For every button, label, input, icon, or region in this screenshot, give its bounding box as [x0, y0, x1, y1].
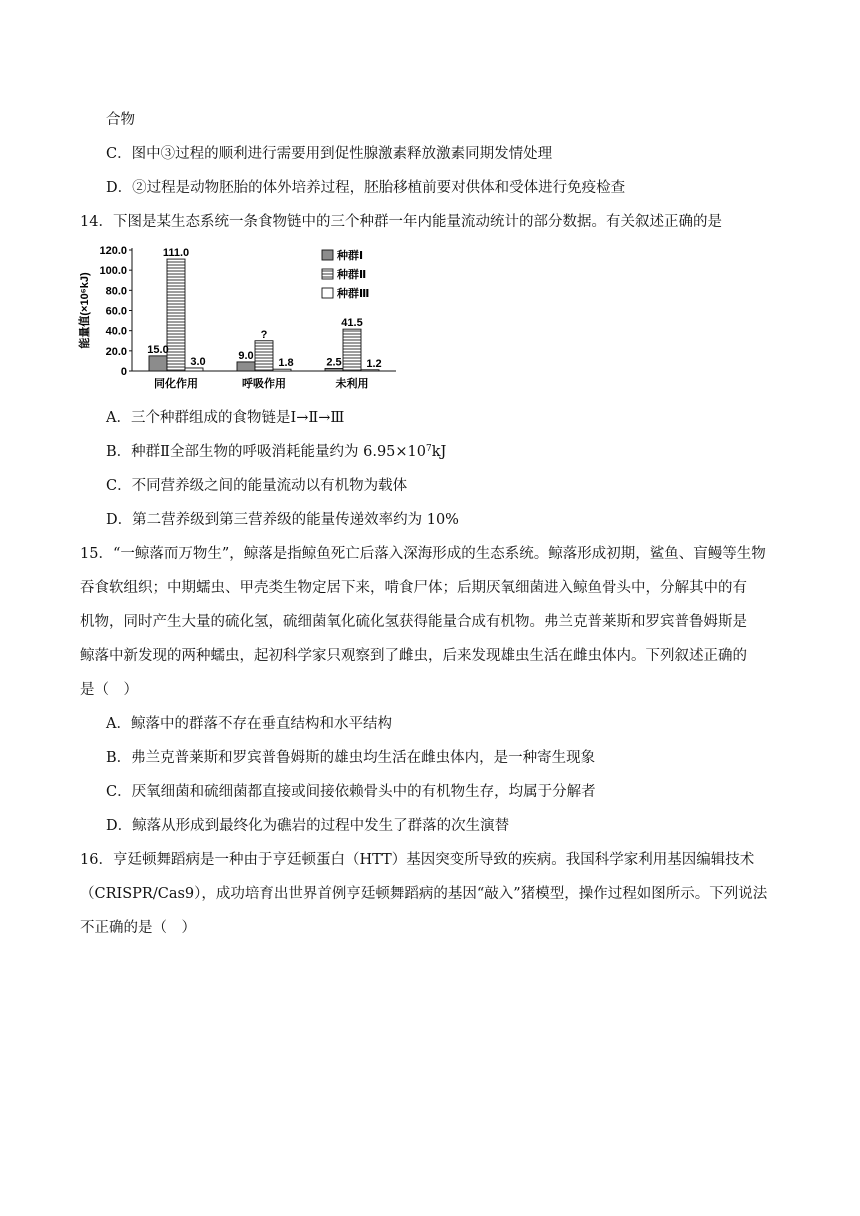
question-stem-line: 鲸落中新发现的两种蠕虫，起初科学家只观察到了雌虫，后来发现雄虫生活在雌虫体内。下列叙述正确的 [80, 648, 747, 664]
data-label: 15.0 [147, 343, 169, 356]
category-label: 同化作用 [154, 378, 198, 390]
text-line: 合物 [106, 112, 135, 128]
y-tick-label: 20.0 [105, 345, 127, 358]
bar [325, 368, 343, 371]
question-stem-line: 机物，同时产生大量的硫化氢，硫细菌氧化硫化氢获得能量合成有机物。弗兰克普莱斯和罗宾普鲁姆斯是 [80, 614, 747, 630]
data-label: 1.2 [366, 357, 382, 370]
y-tick-label: 80.0 [105, 285, 127, 298]
y-tick-label: 60.0 [105, 305, 127, 318]
data-label: 111.0 [162, 247, 190, 260]
option-b: B．弗兰克普莱斯和罗宾普鲁姆斯的雄虫均生活在雌虫体内，是一种寄生现象 [106, 750, 596, 766]
energy-bar-chart [78, 240, 408, 405]
y-tick-label: 100.0 [99, 265, 127, 278]
option-c: C．厌氧细菌和硫细菌都直接或间接依赖骨头中的有机物生存，均属于分解者 [106, 784, 596, 800]
question-stem: 14．下图是某生态系统一条食物链中的三个种群一年内能量流动统计的部分数据。有关叙述正确的是 [80, 214, 722, 230]
bar [237, 362, 255, 371]
option-d: D．②过程是动物胚胎的体外培养过程，胚胎移植前要对供体和受体进行免疫检查 [106, 180, 626, 196]
legend-label: 种群Ⅲ [337, 288, 370, 300]
option-a: A．鲸落中的群落不存在垂直结构和水平结构 [106, 716, 392, 732]
option-b-text: B．种群Ⅱ全部生物的呼吸消耗能量约为 6.95×10 [106, 444, 427, 460]
option-c: C．图中③过程的顺利进行需要用到促性腺激素释放激素同期发情处理 [106, 146, 553, 162]
question-stem-line: 吞食软组织；中期蠕虫、甲壳类生物定居下来，啃食尸体；后期厌氧细菌进入鲸鱼骨头中，分解其中的有 [80, 580, 747, 596]
data-label: 41.5 [341, 317, 363, 330]
legend-label: 种群Ⅰ [337, 250, 364, 262]
option-d: D．鲸落从形成到最终化为礁岩的过程中发生了群落的次生演替 [106, 818, 510, 834]
bar [149, 356, 167, 371]
bar [185, 368, 203, 371]
question-stem-line: 15．“一鲸落而万物生”，鲸落是指鲸鱼死亡后落入深海形成的生态系统。鲸落形成初期，鲨鱼、盲鳗等生物 [80, 546, 766, 562]
y-tick-label: 40.0 [105, 325, 127, 338]
bar [273, 369, 291, 371]
option-b-exponent: 7 [426, 444, 432, 454]
data-label: 2.5 [326, 356, 342, 369]
y-tick-label: 120.0 [99, 245, 127, 257]
legend-label: 种群Ⅱ [337, 269, 367, 281]
option-d: D．第二营养级到第三营养级的能量传递效率约为 10% [106, 512, 459, 528]
bar [255, 341, 273, 371]
data-label: ? [260, 328, 268, 341]
category-label: 呼吸作用 [242, 378, 286, 390]
y-axis-label: 能量值(×10⁶kJ) [79, 272, 91, 349]
legend-swatch [322, 250, 333, 260]
option-b [106, 442, 446, 462]
option-a: A．三个种群组成的食物链是Ⅰ→Ⅱ→Ⅲ [106, 410, 345, 426]
y-tick-label: 0 [120, 366, 127, 378]
category-label: 未利用 [335, 378, 369, 390]
question-stem-line: 是（ ） [80, 682, 138, 698]
data-label: 3.0 [190, 355, 206, 368]
bar [343, 329, 361, 371]
legend-swatch [322, 269, 333, 279]
data-label: 1.8 [278, 357, 294, 370]
option-c: C．不同营养级之间的能量流动以有机物为载体 [106, 478, 408, 494]
legend-swatch [322, 288, 333, 298]
question-stem-line: 不正确的是（ ） [80, 920, 196, 936]
data-label: 9.0 [238, 349, 254, 362]
question-stem-line: （CRISPR/Cas9），成功培育出世界首例亨廷顿舞蹈病的基因“敲入”猪模型，操作过程如图所示。下列说法 [80, 886, 768, 902]
question-stem-line: 16．亨廷顿舞蹈病是一种由于亨廷顿蛋白（HTT）基因突变所导致的疾病。我国科学家利用基因编辑技术 [80, 852, 755, 868]
bar [361, 370, 379, 371]
option-b-unit: kJ [431, 444, 447, 460]
bar [167, 259, 185, 371]
